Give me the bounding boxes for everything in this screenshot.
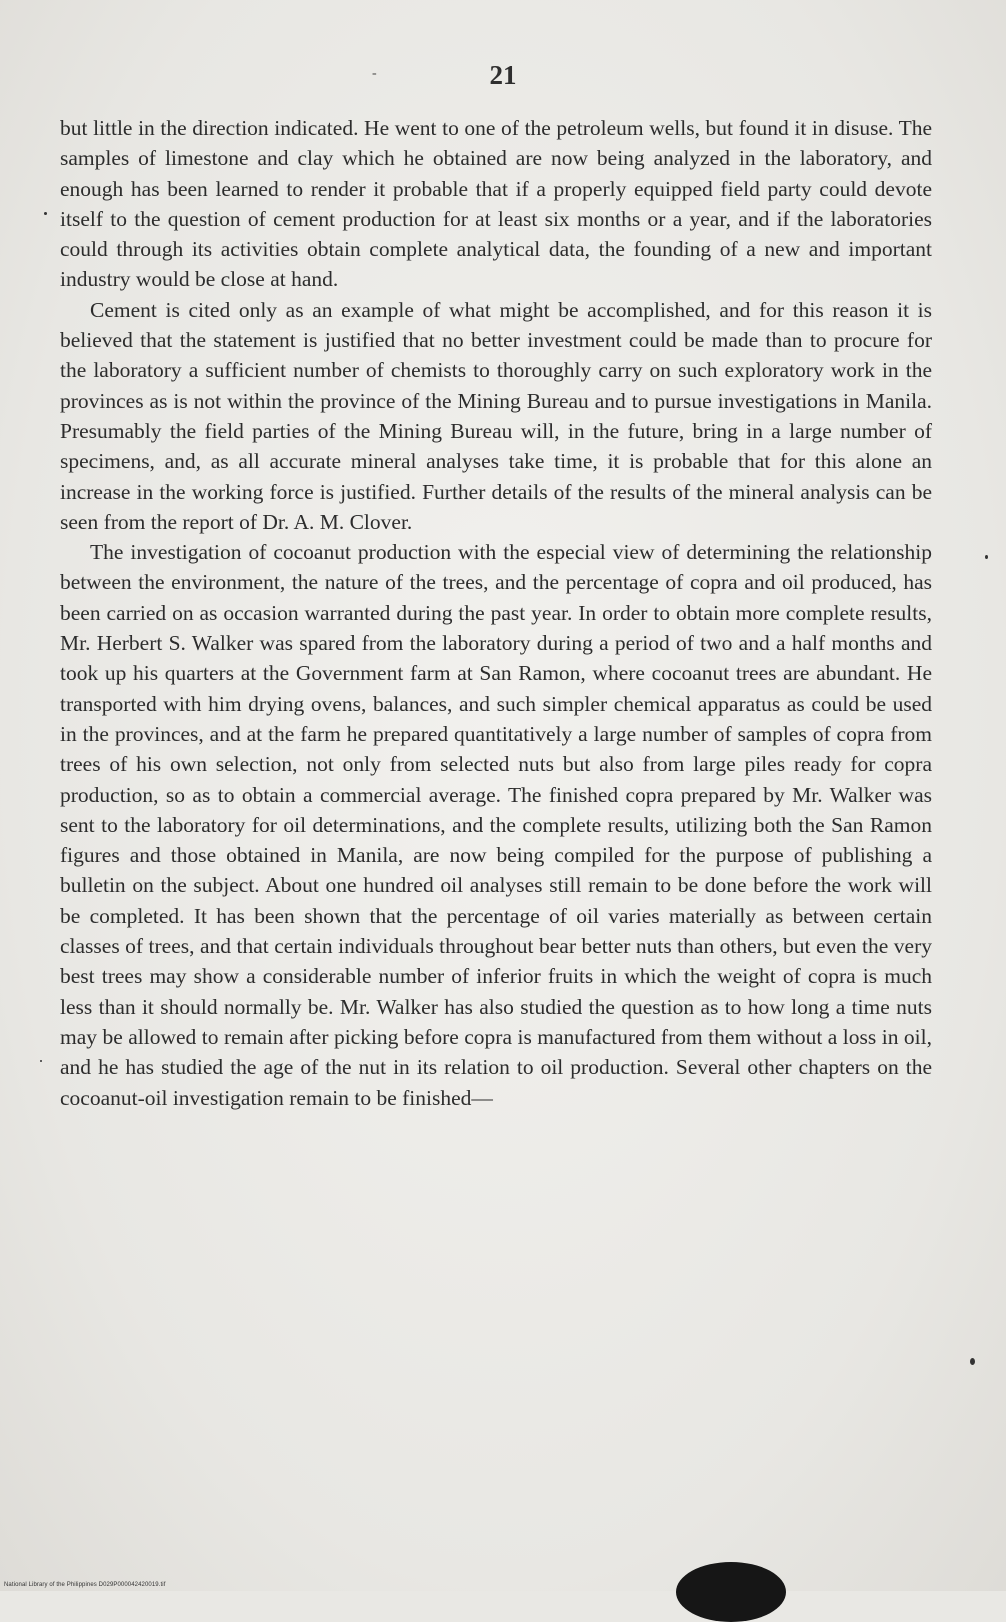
scan-speck xyxy=(985,555,988,559)
paragraph-1: but little in the direction indicated. He went to one of the petroleum wells, but found it in disuse. The samples of limestone and clay which he obtained are now being analyzed in the laboratory, and enough has been learned to render it probable that if a properly equipped field party could devote itself to the question of cement production for at least six months or a year, and if the laboratories could through its activities obtain complete analytical data, the founding of a new and important industry would be close at hand. xyxy=(60,116,932,292)
archive-stamp: National Library of the Philippines D029P000042420019.tif xyxy=(4,1582,166,1588)
paragraph-2: Cement is cited only as an example of what might be accomplished, and for this reason it is believed that the statement is justified that no better investment could be made than to procure for the laboratory a sufficient number of chemists to thoroughly carry on such exploratory work in the provinces as is not within the province of the Mining Bureau and to pursue investigations in Manila. Presumably the field parties of the Mining Bureau will, in the future, bring in a large number of specimens, and, as all accurate mineral analyses take time, it is probable that for this alone an increase in the working force is justified. Further details of the results of the mineral analysis can be seen from the report of Dr. A. M. Clover. xyxy=(60,297,932,534)
scan-speck xyxy=(970,1358,975,1365)
page-number: 21 xyxy=(489,60,517,90)
stray-mark: - xyxy=(372,66,377,81)
paragraph-3: The investigation of cocoanut production with the especial view of determining the relationship between the environment, the nature of the trees, and the percentage of copra and oil produced, has been carried on as occasion warranted during the past year. In order to obtain more complete results, Mr. Herbert S. Walker was spared from the laboratory during a period of two and a half months and took up his quarters at the Government farm at San Ramon, where cocoanut trees are abundant. He transported with him drying ovens, balances, and such simpler chemical apparatus as could be used in the provinces, and at the farm he prepared quantitatively a large number of samples of copra from trees of his own selection, not only from selected nuts but also from large piles ready for copra production, so as to obtain a commercial average. The finished copra prepared by Mr. Walker was sent to the laboratory for oil determinations, and the complete results, utilizing both the San Ramon figures and those obtained in Manila, are now being compiled for the purpose of publishing a bulletin on the subject. About one hundred oil analyses still remain to be done before the work will be completed. It has been shown that the percentage of oil varies materially as between certain classes of trees, and that certain individuals throughout bear better nuts than others, but even the very best trees may show a considerable number of inferior fruits in which the weight of copra is much less than it should normally be. Mr. Walker has also studied the question as to how long a time nuts may be allowed to remain after picking before copra is manufactured from them without a loss in oil, and he has studied the age of the nut in its relation to oil production. Several other chapters on the cocoanut-oil investigation remain to be finished— xyxy=(60,540,932,1110)
body-text xyxy=(60,113,932,1113)
scan-speck xyxy=(40,1060,42,1062)
scan-thumb-shadow xyxy=(676,1562,786,1622)
scan-speck xyxy=(44,212,47,215)
